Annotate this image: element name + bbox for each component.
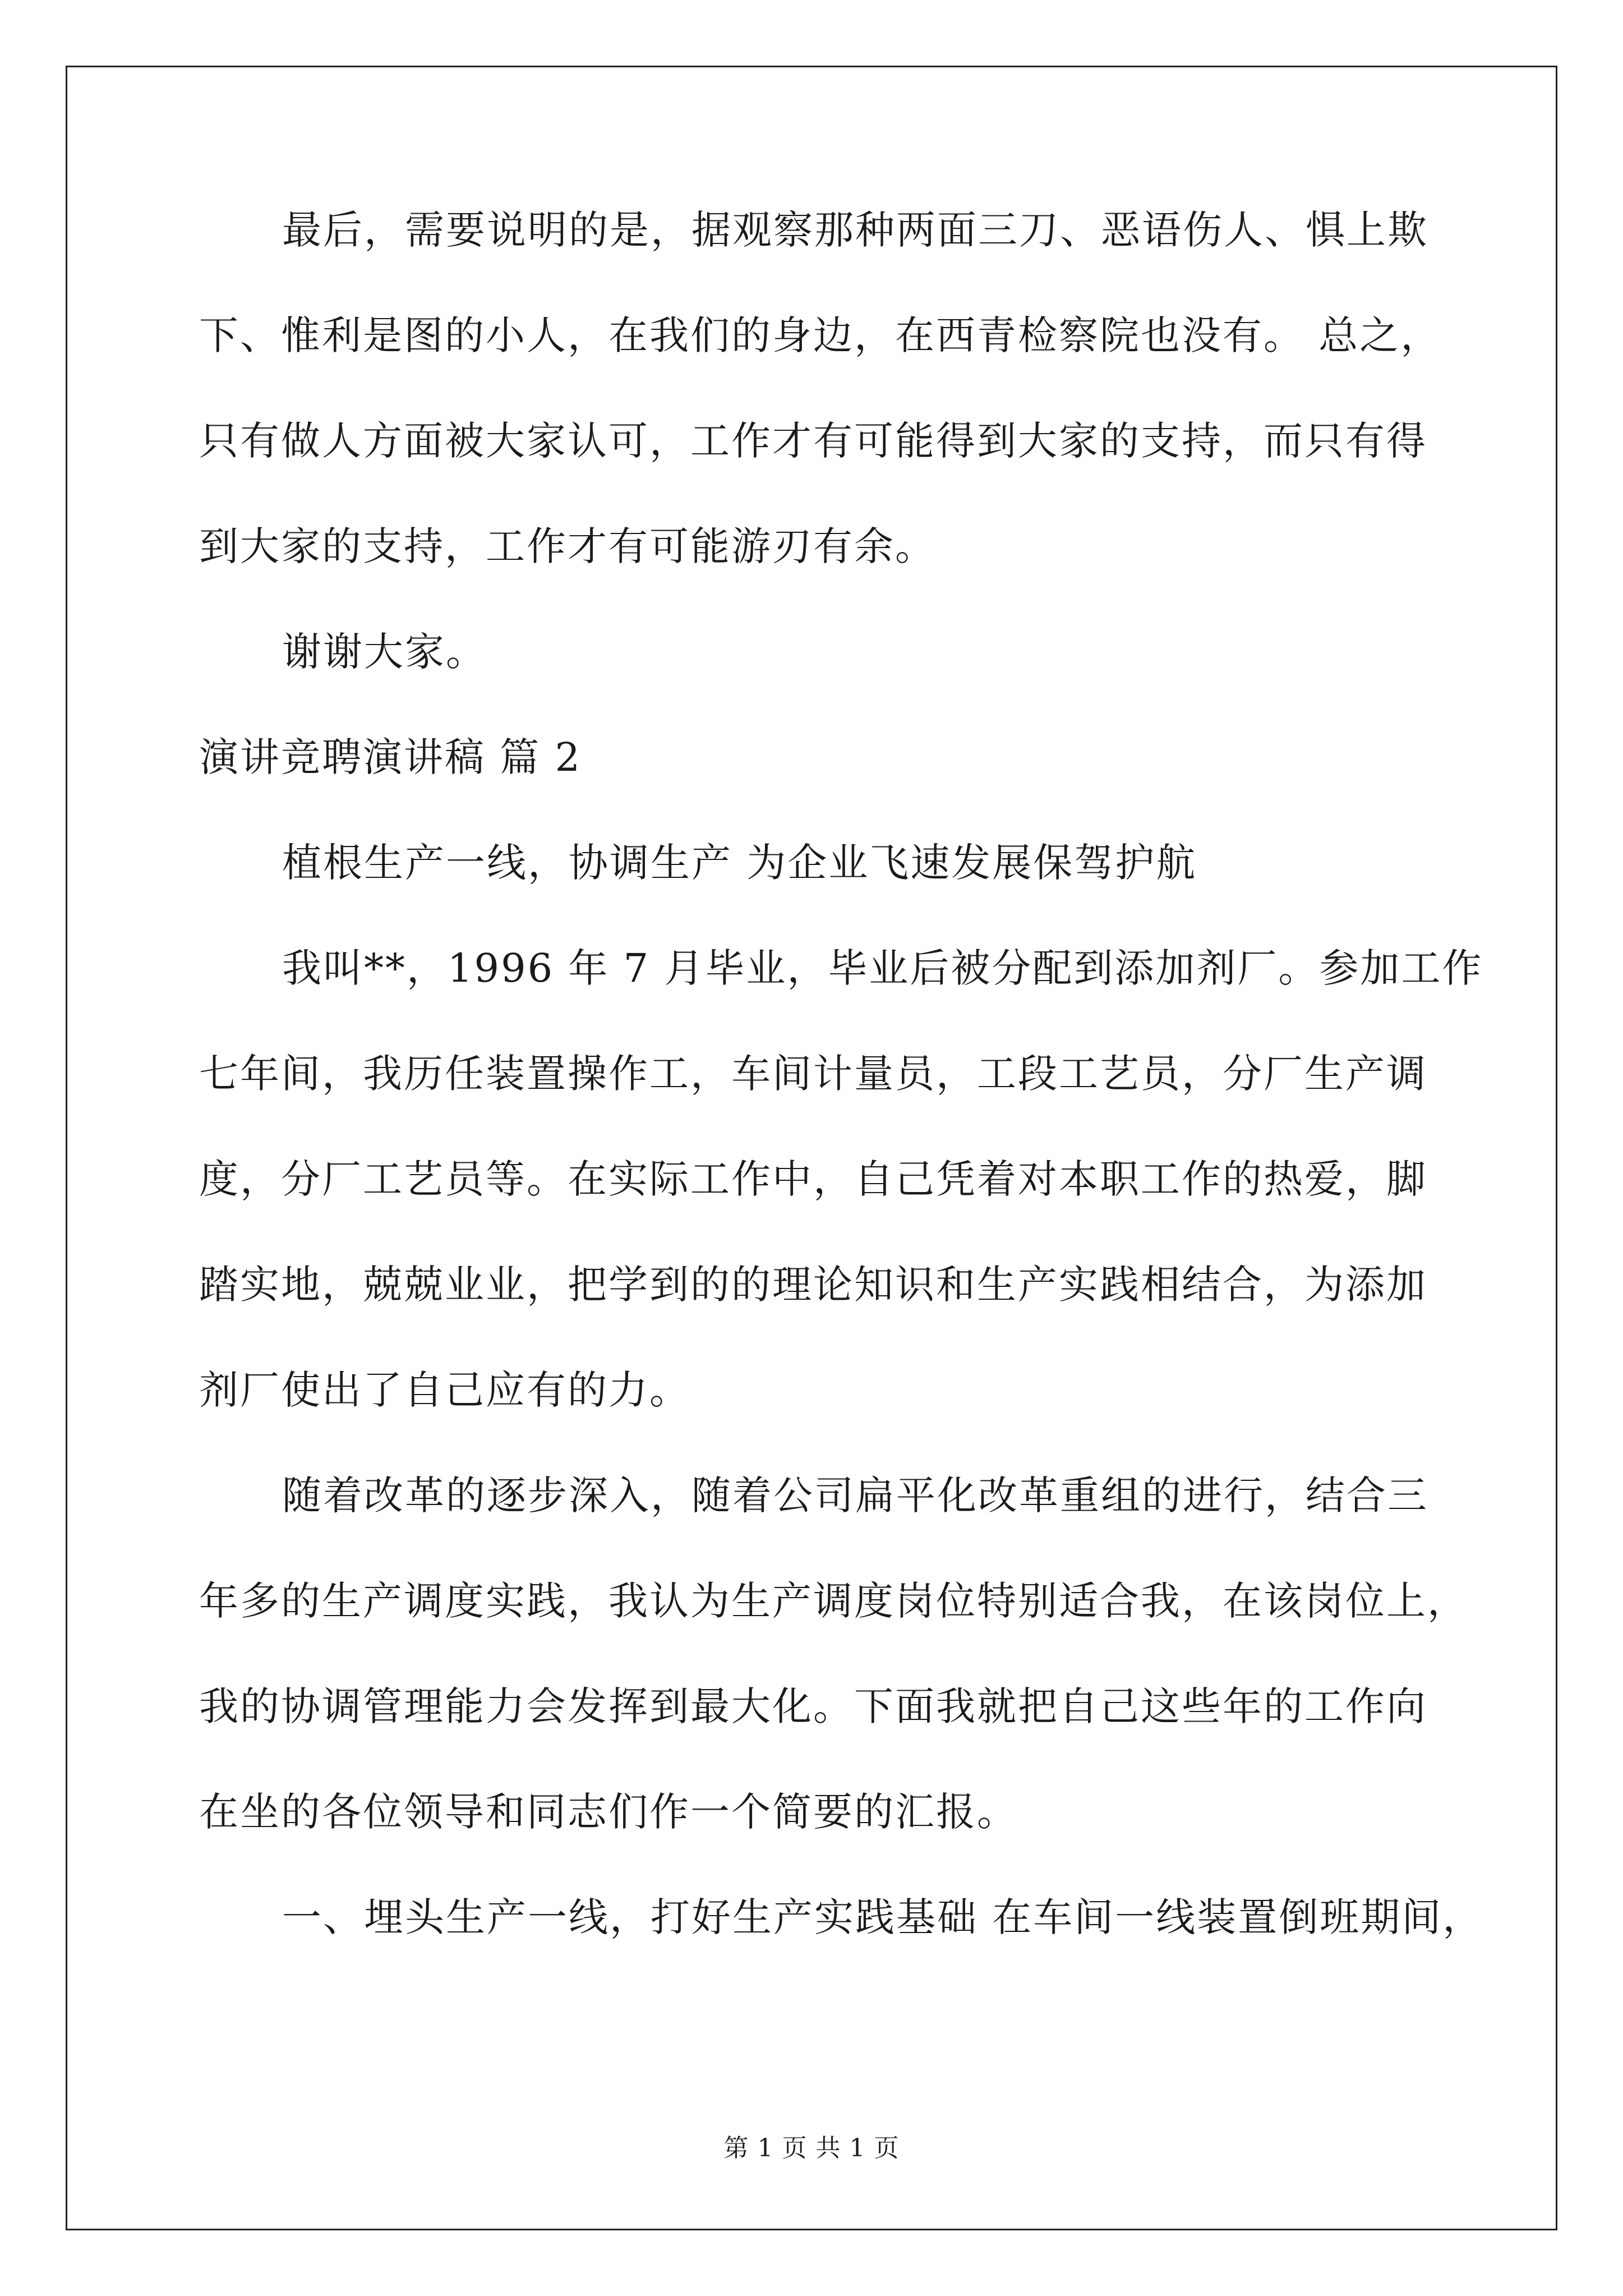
text-line: 七年间，我历任装置操作工，车间计量员，工段工艺员，分厂生产调 — [199, 1051, 1427, 1097]
text-line: 一、埋头生产一线，打好生产实践基础 在车间一线装置倒班期间， — [282, 1894, 1484, 1940]
text-line: 最后，需要说明的是，据观察那种两面三刀、恶语伤人、惧上欺 — [282, 207, 1428, 253]
text-line: 下、惟利是图的小人，在我们的身边，在西青检察院也没有。 总之， — [199, 312, 1442, 358]
text-line: 踏实地，兢兢业业，把学到的的理论知识和生产实践相结合，为添加 — [199, 1262, 1427, 1308]
text-line: 剂厂使出了自己应有的力。 — [199, 1367, 690, 1413]
text-line: 年多的生产调度实践，我认为生产调度岗位特别适合我，在该岗位上， — [199, 1578, 1468, 1624]
page-number: 第 1 页 共 1 页 — [723, 2134, 900, 2162]
text-line: 只有做人方面被大家认可，工作才有可能得到大家的支持，而只有得 — [199, 418, 1427, 464]
subtitle-line: 植根生产一线，协调生产 为企业飞速发展保驾护航 — [282, 840, 1197, 886]
text-line: 谢谢大家。 — [282, 629, 487, 675]
text-line: 我的协调管理能力会发挥到最大化。下面我就把自己这些年的工作向 — [199, 1683, 1427, 1729]
text-line: 我叫**，1996 年 7 月毕业，毕业后被分配到添加剂厂。参加工作 — [282, 945, 1483, 991]
text-line: 随着改革的逐步深入，随着公司扁平化改革重组的进行，结合三 — [282, 1473, 1428, 1519]
text-line: 度，分厂工艺员等。在实际工作中，自己凭着对本职工作的热爱，脚 — [199, 1156, 1427, 1202]
text-line: 到大家的支持，工作才有可能游刃有余。 — [199, 523, 936, 569]
section-heading: 演讲竞聘演讲稿 篇 2 — [199, 734, 582, 780]
text-line: 在坐的各位领导和同志们作一个简要的汇报。 — [199, 1789, 1018, 1835]
